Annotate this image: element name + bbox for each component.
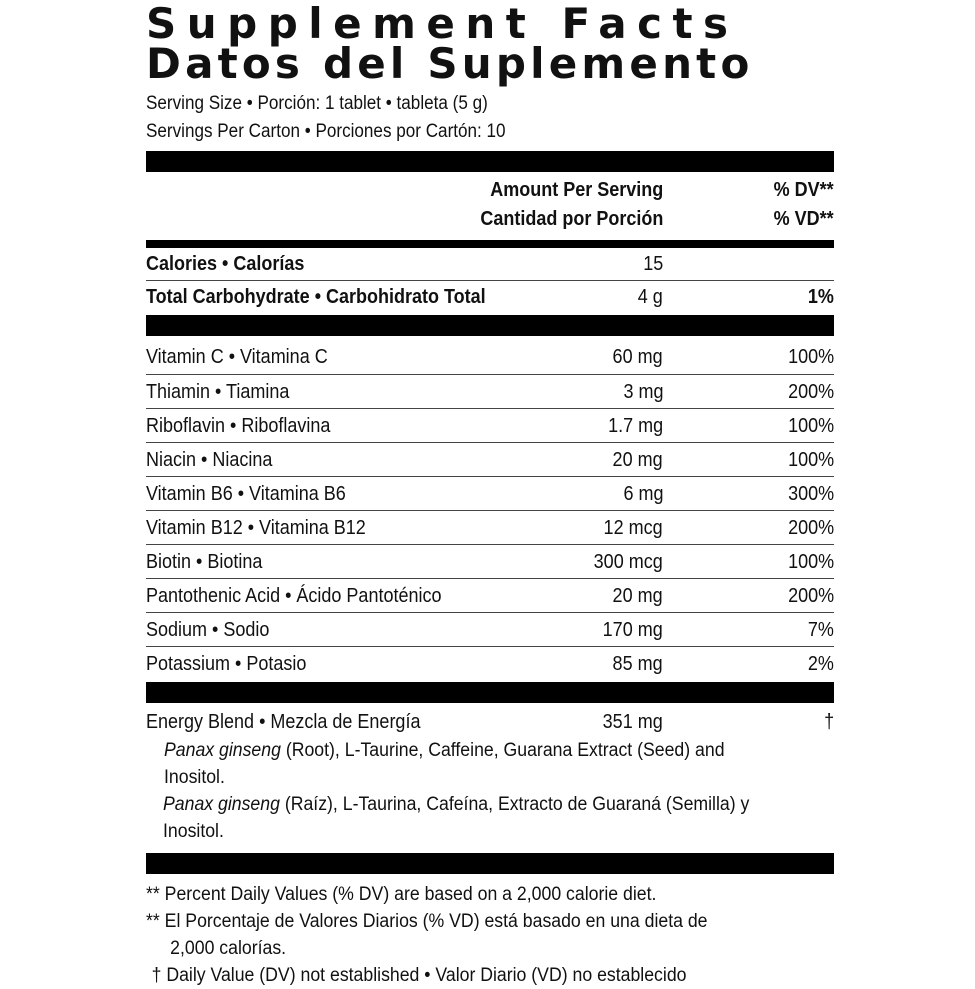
nutrient-row [146, 374, 834, 408]
title-spanish: Datos del Suplemento [146, 39, 754, 88]
divider-bar [146, 682, 834, 703]
nutrient-name: Vitamin B6 • Vitamina B6 [146, 483, 346, 505]
nutrient-name: Sodium • Sodio [146, 619, 270, 641]
nutrient-name: Vitamin B12 • Vitamina B12 [146, 517, 366, 539]
nutrients-section [146, 340, 834, 680]
column-header-row [146, 176, 834, 205]
divider-bar [146, 151, 834, 172]
nutrient-name: Vitamin C • Vitamina C [146, 346, 328, 368]
nutrient-amount: 15 [642, 253, 663, 275]
nutrient-dv: 2% [807, 653, 834, 675]
nutrient-row [146, 340, 834, 374]
dv-header-en: % DV** [773, 179, 834, 201]
nutrient-row [146, 476, 834, 510]
nutrient-dv: 1% [807, 286, 834, 308]
amount-header-es: Cantidad por Porción [479, 208, 663, 230]
nutrient-amount: 20 mg [612, 585, 663, 607]
divider-bar [146, 853, 834, 874]
servings-per-carton: Servings Per Carton • Porciones por Cartón: 10 [146, 121, 506, 142]
blend-amount: 351 mg [602, 711, 663, 733]
amount-header-en: Amount Per Serving [489, 179, 663, 201]
blend-ingredients-spanish [163, 791, 768, 845]
nutrient-dv: 7% [807, 619, 834, 641]
divider-bar [146, 315, 834, 336]
ingredient-italic: Panax ginseng [164, 740, 281, 761]
nutrient-amount: 20 mg [612, 449, 663, 471]
nutrient-name: Thiamin • Tiamina [146, 381, 290, 403]
macro-row [146, 280, 834, 313]
nutrient-row [146, 510, 834, 544]
nutrient-row [146, 408, 834, 442]
nutrient-name: Pantothenic Acid • Ácido Pantoténico [146, 585, 442, 607]
footnote-dv-spanish-cont: 2,000 calorías. [170, 938, 287, 959]
footnote-dagger: † Daily Value (DV) not established • Valor Diario (VD) no establecido [151, 965, 687, 986]
nutrient-dv: 300% [787, 483, 834, 505]
nutrient-amount: 300 mcg [593, 551, 663, 573]
divider-bar [146, 240, 834, 248]
serving-size: Serving Size • Porción: 1 tablet • tableta (5 g) [146, 93, 488, 114]
nutrient-amount: 12 mcg [603, 517, 663, 539]
title-english: Supplement Facts [146, 0, 739, 48]
supplement-facts-label [146, 0, 834, 989]
energy-blend-row [146, 707, 834, 737]
nutrient-row [146, 442, 834, 476]
nutrient-amount: 3 mg [622, 381, 663, 403]
nutrient-dv: 200% [787, 381, 834, 403]
macros-section [146, 248, 834, 313]
nutrient-name: Niacin • Niacina [146, 449, 273, 471]
blend-ingredients-english [164, 737, 769, 791]
footnote-dv-spanish: ** El Porcentaje de Valores Diarios (% VD) está basado en una dieta de [146, 911, 708, 932]
nutrient-name: Total Carbohydrate • Carbohidrato Total [146, 286, 486, 308]
footnote-dv-english: ** Percent Daily Values (% DV) are based on a 2,000 calorie diet. [146, 884, 657, 905]
nutrient-dv: 100% [787, 415, 834, 437]
nutrient-amount: 170 mg [602, 619, 663, 641]
dv-header-es: % VD** [773, 208, 834, 230]
nutrient-dv: 100% [787, 551, 834, 573]
nutrient-name: Potassium • Potasio [146, 653, 307, 675]
column-header-row [146, 205, 834, 234]
ingredient-text: (Raíz), L-Taurina, Cafeína, Extracto de Guaraná (Semilla) y Inositol. [163, 794, 750, 842]
ingredient-text: (Root), L-Taurine, Caffeine, Guarana Extract (Seed) and Inositol. [164, 740, 725, 788]
nutrient-row [146, 544, 834, 578]
nutrient-row [146, 578, 834, 612]
nutrient-name: Riboflavin • Riboflavina [146, 415, 331, 437]
nutrient-amount: 60 mg [612, 346, 663, 368]
macro-row [146, 248, 834, 280]
nutrient-dv: 200% [787, 517, 834, 539]
nutrient-dv: 100% [787, 449, 834, 471]
nutrient-name: Biotin • Biotina [146, 551, 263, 573]
nutrient-name: Calories • Calorías [146, 253, 305, 275]
nutrient-amount: 1.7 mg [607, 415, 663, 437]
ingredient-italic: Panax ginseng [163, 794, 280, 815]
nutrient-amount: 6 mg [622, 483, 663, 505]
nutrient-row [146, 612, 834, 646]
nutrient-amount: 4 g [637, 286, 663, 308]
nutrient-dv: 200% [787, 585, 834, 607]
blend-name: Energy Blend • Mezcla de Energía [146, 711, 421, 733]
nutrient-row [146, 646, 834, 680]
nutrient-dv: 100% [787, 346, 834, 368]
blend-dv: † [823, 711, 834, 733]
nutrient-amount: 85 mg [612, 653, 663, 675]
